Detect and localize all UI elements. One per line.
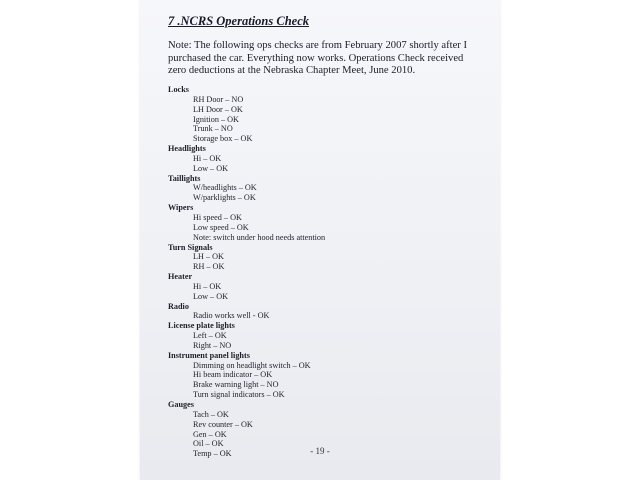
checklist-item: RH – OK bbox=[193, 262, 225, 272]
checklist-item: W/parklights – OK bbox=[193, 193, 256, 203]
checklist-item: Trunk – NO bbox=[193, 124, 233, 134]
checklist-item: Hi – OK bbox=[193, 281, 222, 291]
checklist-item: Brake warning light – NO bbox=[193, 380, 279, 390]
section-heading: Headlights bbox=[168, 144, 206, 154]
checklist-item: Gen – OK bbox=[193, 429, 227, 439]
checklist-item: Turn signal indicators – OK bbox=[193, 390, 285, 400]
section-heading: Gauges bbox=[168, 400, 194, 409]
checklist-item: Oil – OK bbox=[193, 439, 224, 449]
checklist-item: Left – OK bbox=[193, 331, 227, 341]
checklist-item: Tach – OK bbox=[193, 409, 229, 419]
checklist-item: Ignition – OK bbox=[193, 114, 239, 124]
section-heading: Instrument panel lights bbox=[168, 350, 250, 360]
intro-note: Note: The following ops checks are from February 2007 shortly after I purchased the car. Everything now works. Operations Check received zero deductions at the Nebraska Chapter Meet, June 2010. bbox=[168, 40, 467, 77]
page-number: - 19 - bbox=[310, 446, 330, 456]
checklist-item: Radio works well - OK bbox=[193, 311, 270, 321]
section-heading: Wipers bbox=[168, 203, 194, 213]
checklist-item: Hi speed – OK bbox=[193, 212, 242, 222]
checklist-item: Hi beam indicator – OK bbox=[193, 370, 273, 380]
section-heading: Taillights bbox=[168, 173, 201, 183]
checklist-item: LH – OK bbox=[193, 252, 224, 262]
section-heading: Heater bbox=[168, 272, 193, 282]
checklist bbox=[168, 85, 468, 459]
checklist-item: Low speed – OK bbox=[193, 222, 249, 232]
checklist-item: Temp – OK bbox=[193, 449, 232, 459]
checklist-item: Low – OK bbox=[193, 163, 229, 173]
checklist-item: LH Door – OK bbox=[193, 104, 243, 114]
checklist-item: Rev counter – OK bbox=[193, 419, 253, 429]
checklist-item: W/headlights – OK bbox=[193, 183, 257, 193]
checklist-item: Dimming on headlight switch – OK bbox=[193, 360, 311, 370]
checklist-item: Storage box – OK bbox=[193, 134, 253, 144]
checklist-item: RH Door – NO bbox=[193, 94, 244, 104]
page-title: 7 .NCRS Operations Check bbox=[168, 14, 309, 28]
checklist-item: Hi – OK bbox=[193, 153, 222, 163]
section-heading: Locks bbox=[168, 85, 189, 94]
section-heading: Turn Signals bbox=[168, 242, 213, 252]
checklist-item: Low – OK bbox=[193, 291, 229, 301]
checklist-item: Right – NO bbox=[193, 340, 232, 350]
section-heading: Radio bbox=[168, 301, 189, 311]
checklist-item: Note: switch under hood needs attention bbox=[193, 232, 326, 242]
section-heading: License plate lights bbox=[168, 321, 235, 331]
